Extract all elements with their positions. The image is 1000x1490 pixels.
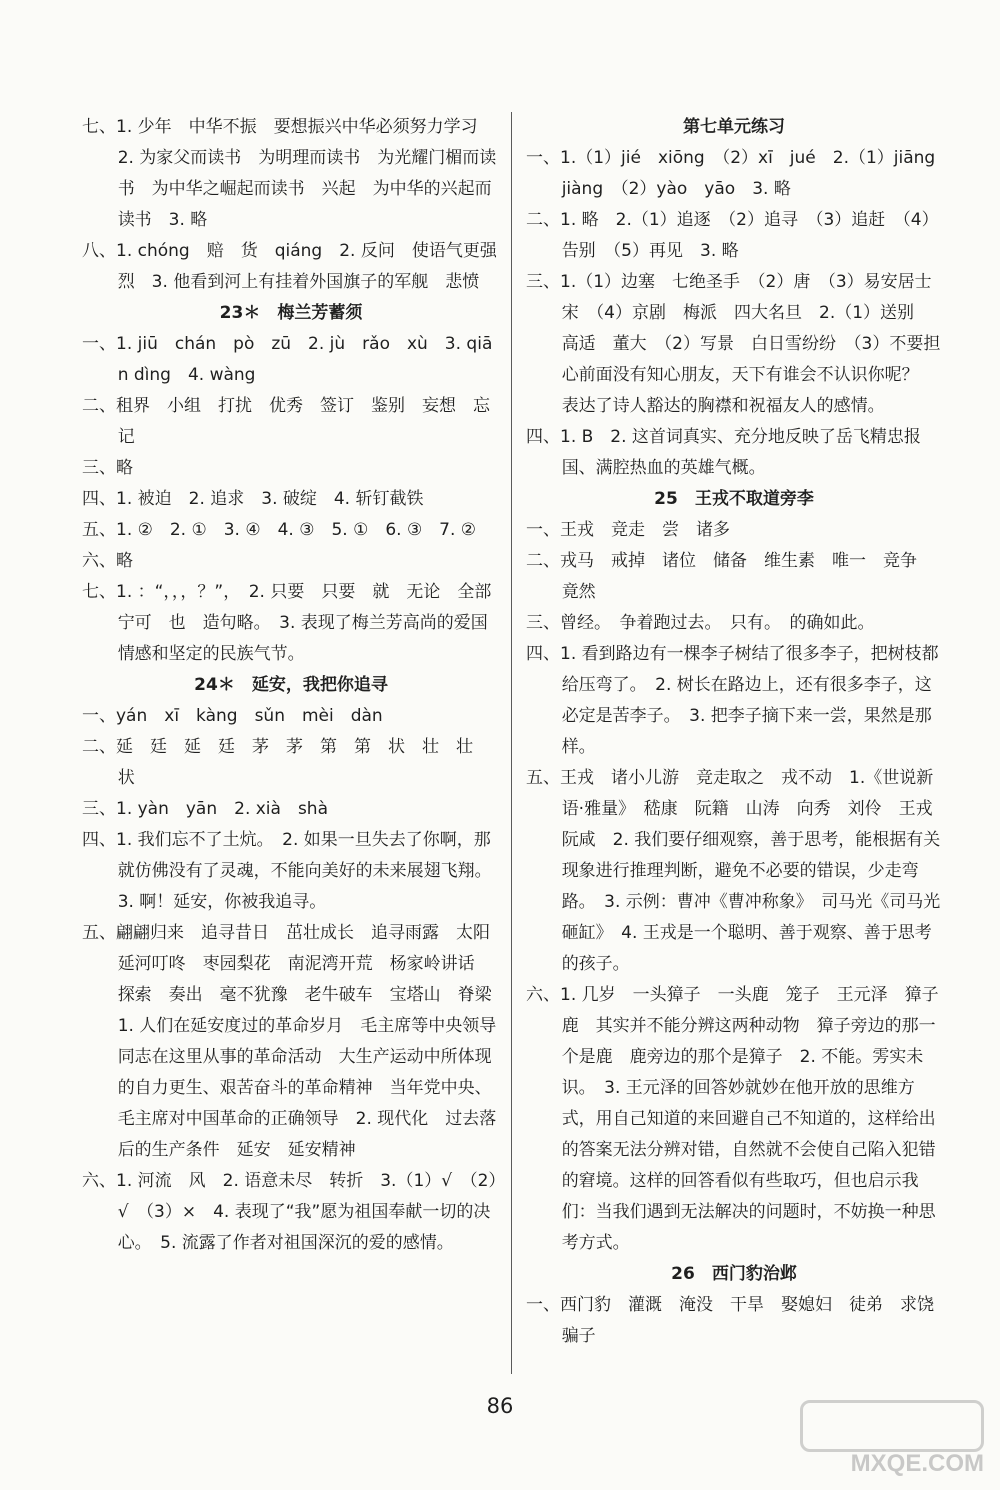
left-answer-item: 八、1. chóng 赔 货 qiáng 2. 反问 使语气更强烈 3. 他看到河上有挂着外国旗子的军舰 悲愤 [82, 241, 497, 292]
page-number: 86 [486, 1394, 514, 1418]
right-section-title: 第七单元练习 [683, 117, 785, 137]
left-answer-item: 二、租界 小组 打扰 优秀 签订 鉴别 妄想 忘记 [82, 396, 490, 447]
right-column [526, 112, 956, 1352]
watermark-url: MXQE.COM [850, 1450, 984, 1477]
left-column [82, 112, 509, 1259]
right-answer-item: 四、1. 看到路边有一棵李子树结了很多李子，把树枝都给压弯了。 2. 树长在路边上，还有很多李子，这必定是苦李子。 3. 把李子摘下来一尝，果然是那样。 [526, 644, 939, 757]
right-section-title: 26 西门豹治邺 [671, 1264, 797, 1284]
right-answer-item: 一、王戎 竞走 尝 诸多 [526, 520, 730, 540]
right-answer-item: 二、1. 略 2.（1）追逐 （2）追寻 （3）追赶 （4）告别 （5）再见 3. 略 [526, 210, 939, 261]
left-answer-item: 七、1. ：“，，，？”， 2. 只要 只要 就 无论 全部 宁可 也 造句略。 3. 表现了梅兰芳高尚的爱国情感和坚定的民族气节。 [82, 582, 509, 664]
right-answer-item: 四、1. B 2. 这首词真实、充分地反映了岳飞精忠报国、满腔热血的英雄气概。 [526, 427, 921, 478]
left-answer-item: 七、1. 少年 中华不振 要想振兴中华必须努力学习 2. 为家父而读书 为明理而读书 为光耀门楣而读书 为中华之崛起而读书 兴起 为中华的兴起而读书 3. 略 [82, 117, 497, 230]
right-answer-item: 五、王戎 诸小儿游 竞走取之 戎不动 1.《世说新语·雅量》 嵇康 阮籍 山涛 向秀 刘伶 王戎 阮咸 2. 我们要仔细观察，善于思考，能根据有关现象进行推理判断，避免不必要的错误，少走弯路。 3. 示例：曹冲《曹冲称象》 司马光《司马光砸缸》 4. 王戎是一个聪明、善于观察、善于思考的孩子。 [526, 768, 950, 974]
left-section-title: 24＊ 延安，我把你追寻 [194, 675, 388, 695]
left-answer-item: 一、1. jiū chán pò zū 2. jù rǎo xù 3. qiān dìng 4. wàng [82, 334, 493, 385]
column-divider [511, 112, 512, 1374]
right-section-title: 25 王戎不取道旁李 [654, 489, 814, 509]
left-answer-item: 五、1. ② 2. ① 3. ④ 4. ③ 5. ① 6. ③ 7. ② [82, 520, 477, 540]
left-answer-item: 四、1. 被迫 2. 追求 3. 破绽 4. 斩钉截铁 [82, 489, 424, 509]
watermark-logo-icon [800, 1400, 984, 1452]
left-answer-item: 二、延 廷 延 廷 茅 茅 第 第 状 壮 壮 状 [82, 737, 490, 788]
left-answer-item: 六、1. 河流 风 2. 语意未尽 转折 3.（1）√ （2）√ （3）× 4. 表现了“我”愿为祖国奉献一切的决心。 5. 流露了作者对祖国深沉的爱的感情。 [82, 1171, 497, 1253]
right-answer-item: 一、1.（1）jié xiōng （2）xī jué 2.（1）jiāng jiàng （2）yào yāo 3. 略 [526, 148, 953, 199]
left-answer-item: 一、yán xī kàng sǔn mèi dàn [82, 706, 383, 726]
left-answer-item: 六、略 [82, 551, 133, 571]
left-answer-item: 五、翩翩归来 追寻昔日 茁壮成长 追寻雨露 太阳 延河叮咚 枣园梨花 南泥湾开荒 杨家岭讲话 探索 奏出 毫不犹豫 老牛破车 宝塔山 脊梁 1. 人们在延安度过的革命岁月 毛主席等中央领导同志在这里从事的革命活动 大生产运动中所体现的自力更生、艰苦奋斗的革命精神 当年党中央、毛主席对中国革命的正确领导 2. 现代化 过去落后的生产条件 延安 延安精神 [82, 923, 509, 1160]
watermark [806, 1400, 984, 1478]
left-answer-item: 四、1. 我们忘不了土炕。 2. 如果一旦失去了你啊，那就仿佛没有了灵魂，不能向美好的未来展翅飞翔。 3. 啊！延安，你被我追寻。 [82, 830, 501, 912]
right-answer-item: 六、1. 几岁 一头獐子 一头鹿 笼子 王元泽 獐子 鹿 其实并不能分辨这两种动物 獐子旁边的那一个是鹿 鹿旁边的那个是獐子 2. 不能。雱实未识。 3. 王元泽的回答妙就妙在他开放的思维方式，用自己知道的来回避自己不知道的，这样给出的答案无法分辨对错，自然就不会使自己陷入犯错的窘境。这样的回答看似有些取巧，但也启示我们：当我们遇到无法解决的问题时，不妨换一种思考方式。 [526, 985, 956, 1253]
right-answer-item: 一、西门豹 灌溉 淹没 干旱 娶媳妇 徒弟 求饶 骗子 [526, 1295, 951, 1346]
right-answer-item: 三、1.（1）边塞 七绝圣手 （2）唐 （3）易安居士 宋 （4）京剧 梅派 四大名旦 2.（1）送别 高适 董大 （2）写景 白日雪纷纷 （3）不要担心前面没有知心朋友，天下有谁会不认识你呢？ 表达了诗人豁达的胸襟和祝福友人的感情。 [526, 272, 949, 416]
right-answer-item: 二、戎马 戒掉 诸位 储备 维生素 唯一 竞争 竟然 [526, 551, 934, 602]
left-section-title: 23＊ 梅兰芳蓄须 [219, 303, 363, 323]
left-answer-item: 三、略 [82, 458, 133, 478]
right-answer-item: 三、曾经。 争着跑过去。 只有。 的确如此。 [526, 613, 875, 633]
left-answer-item: 三、1. yàn yān 2. xià shà [82, 799, 329, 819]
